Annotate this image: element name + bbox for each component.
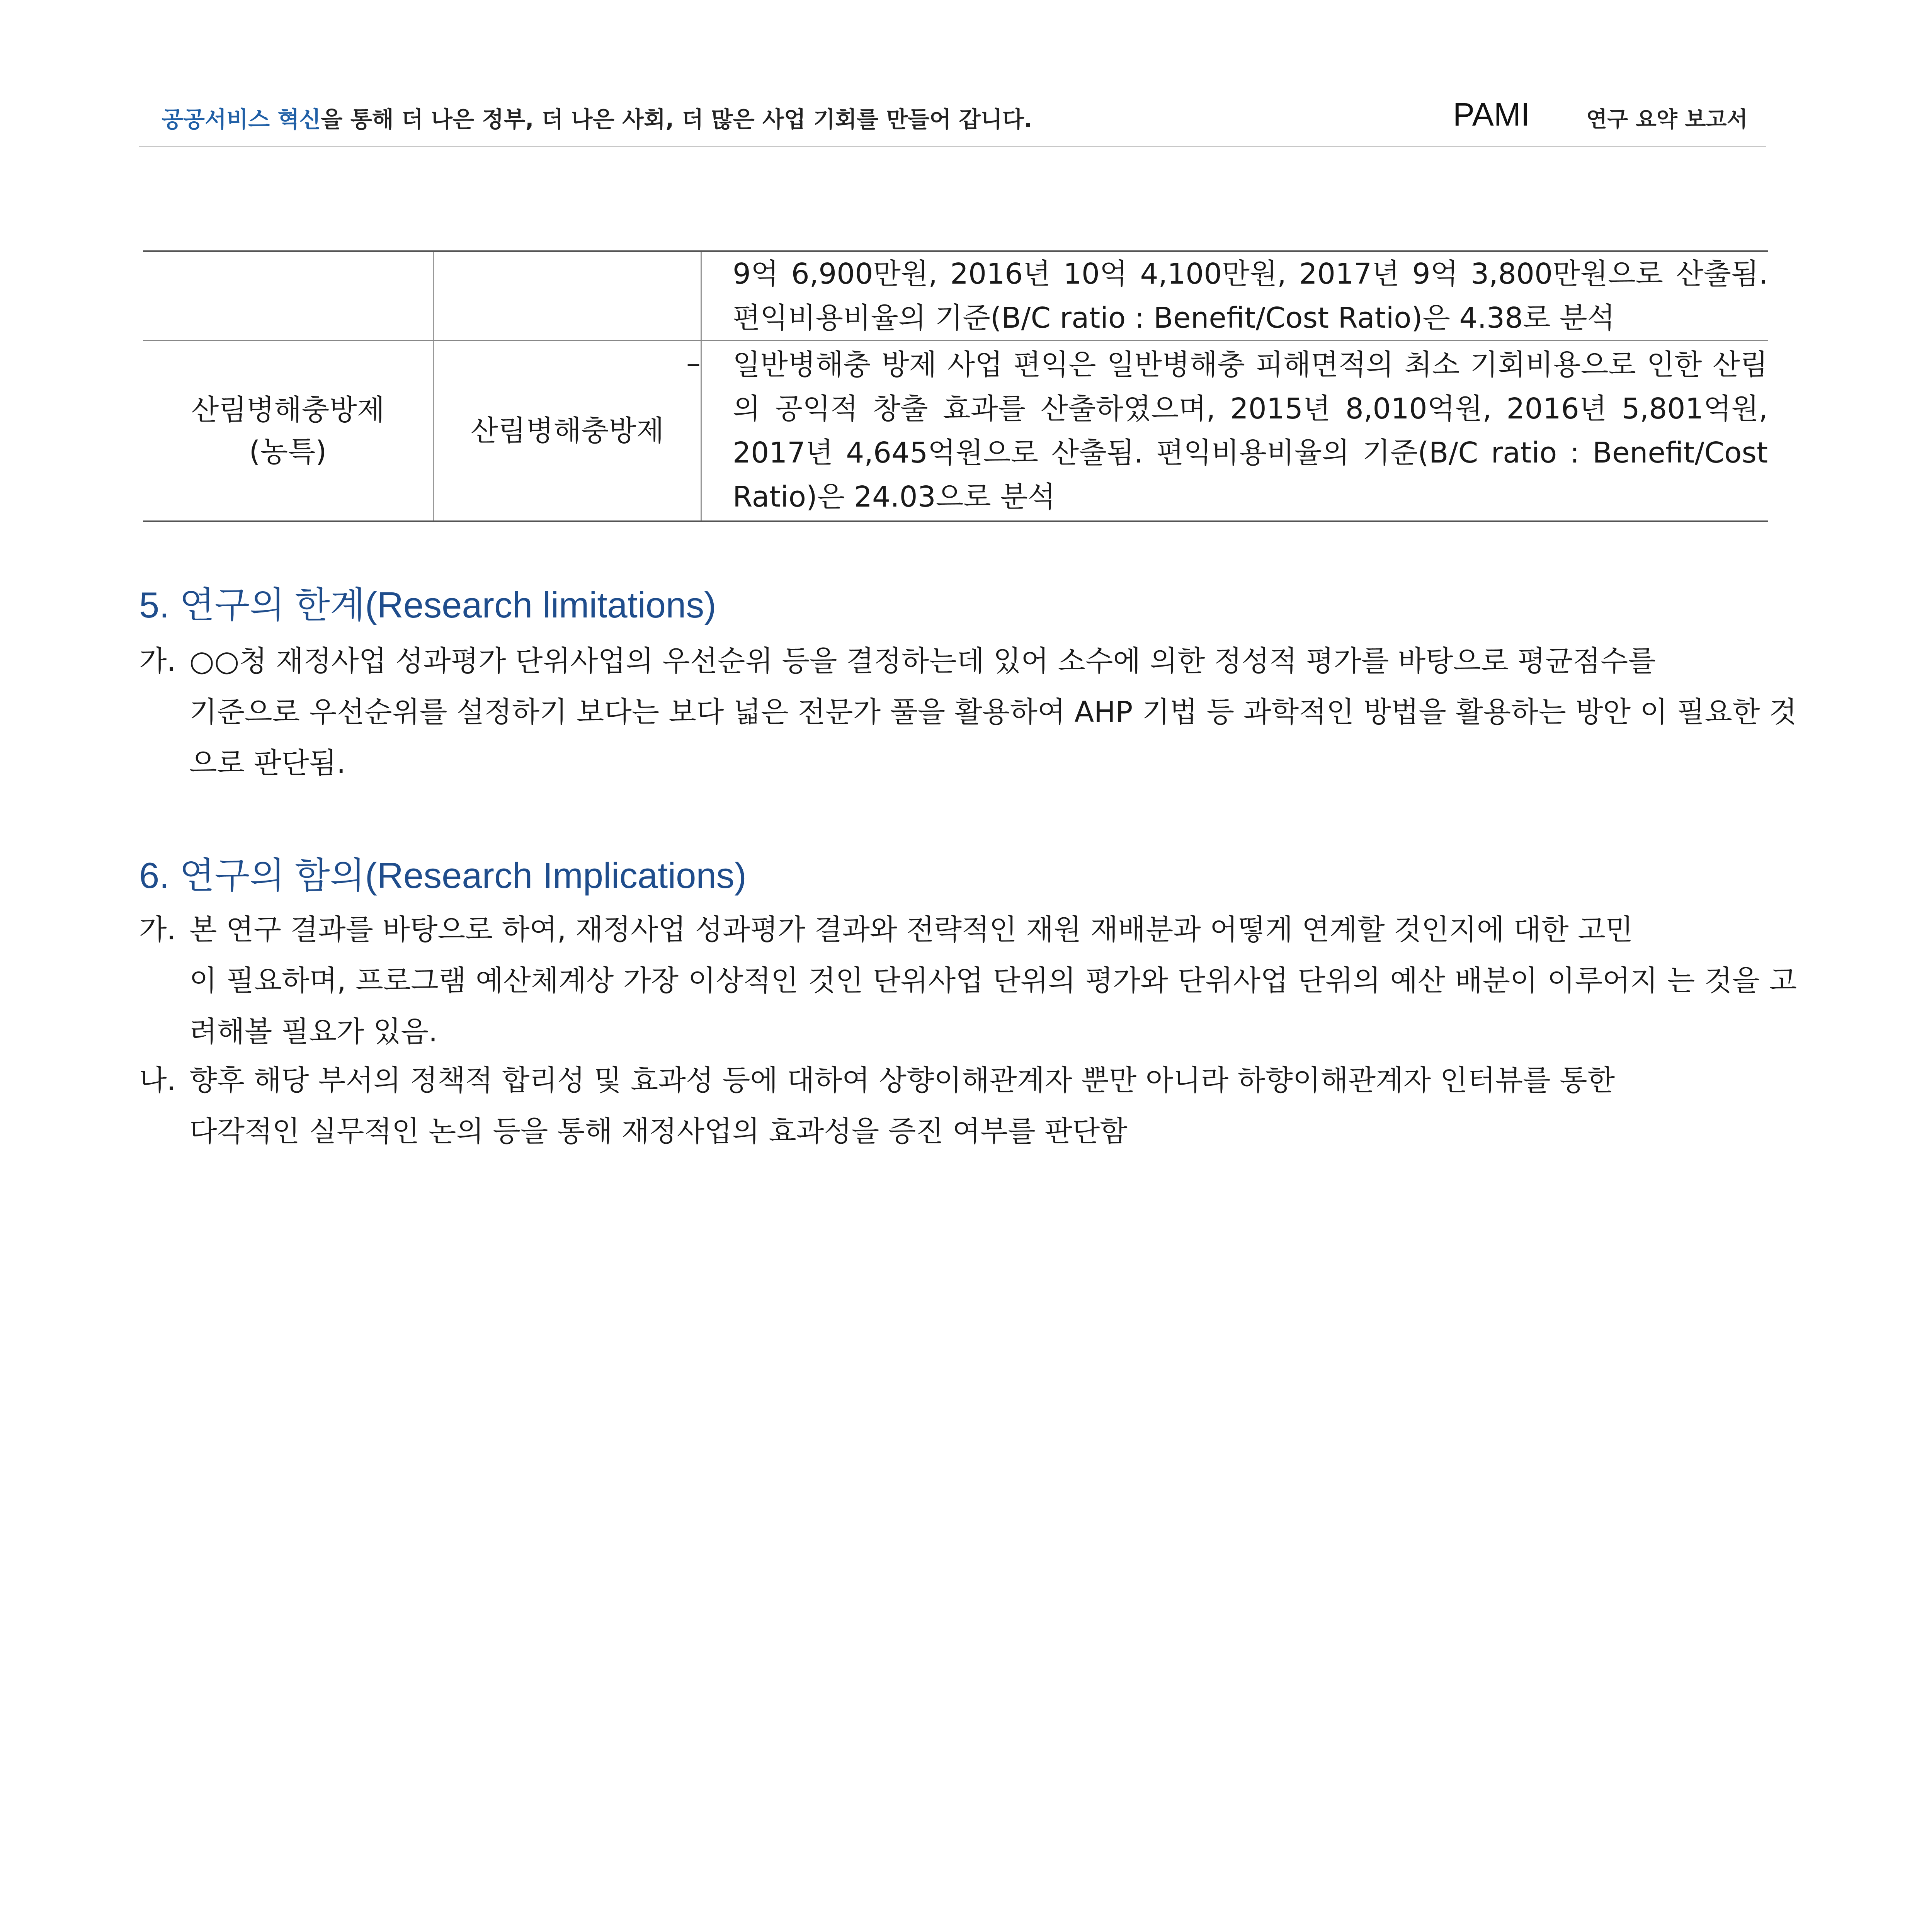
table-cell-program — [143, 251, 434, 341]
header-divider — [139, 146, 1766, 147]
item-text-first: 향후 해당 부서의 정책적 합리성 및 효과성 등에 대하여 상향이해관계자 뿐만 아니라 하향이해관계자 인터뷰를 통한 — [189, 1064, 1615, 1097]
section-6-title: 6. 연구의 함의(Research Implications) — [139, 855, 747, 896]
section-5-item — [139, 636, 1797, 789]
table-cell-unit — [434, 251, 701, 341]
table-row — [143, 341, 1768, 522]
table-cell-description — [686, 341, 1768, 522]
table-row — [143, 251, 1768, 341]
benefit-table — [143, 250, 1768, 522]
description-text: 9억 6,900만원, 2016년 10억 4,100만원, 2017년 9억 3,800만원으로 산출됨. 편익비용비율의 기준(B/C ratio : Benefit/Cost Ratio)은 4.38로 분석 — [733, 257, 1768, 335]
dash-bullet: – — [686, 347, 701, 380]
item-text-first: ○○청 재정사업 성과평가 단위사업의 우선순위 등을 결정하는데 있어 소수에 의한 정성적 평가를 바탕으로 평균점수를 — [189, 645, 1656, 678]
slogan-text: 을 통해 더 나은 정부, 더 나은 사회, 더 많은 사업 기회를 만들어 갑니다. — [321, 106, 1032, 133]
item-label: 나. — [139, 1064, 176, 1097]
item-text-rest: 이 필요하며, 프로그램 예산체계상 가장 이상적인 것인 단위사업 단위의 평가와 단위사업 단위의 예산 배분이 이루어지 는 것을 고려해볼 필요가 있음. — [189, 964, 1797, 1048]
item-label: 가. — [139, 913, 176, 946]
section-6-item — [139, 904, 1797, 1057]
header-slogan — [162, 101, 1032, 134]
item-label: 가. — [139, 645, 176, 678]
brand-logo-text: PAMI — [1453, 96, 1530, 133]
item-text-rest: 기준으로 우선순위를 설정하기 보다는 보다 넓은 전문가 풀을 활용하여 AHP 기법 등 과학적인 방법을 활용하는 방안 이 필요한 것으로 판단됨. — [189, 696, 1797, 780]
section-6-item — [139, 1055, 1797, 1157]
table-cell-unit: 산림병해충방제 — [434, 341, 701, 522]
slogan-highlight: 공공서비스 혁신 — [162, 106, 321, 133]
table-cell-program — [143, 341, 434, 522]
item-text-rest: 다각적인 실무적인 논의 등을 통해 재정사업의 효과성을 증진 여부를 판단함 — [189, 1115, 1128, 1148]
program-subname: (농특) — [249, 435, 327, 468]
table-cell-description — [701, 251, 1768, 341]
program-name: 산림병해충방제 — [191, 393, 385, 427]
item-text-first: 본 연구 결과를 바탕으로 하여, 재정사업 성과평가 결과와 전략적인 재원 재배분과 어떻게 연계할 것인지에 대한 고민 — [189, 913, 1633, 946]
section-5-title: 5. 연구의 한계(Research limitations) — [139, 585, 716, 625]
description-text: 일반병해충 방제 사업 편익은 일반병해충 피해면적의 최소 기회비용으로 인한 산림의 공익적 창출 효과를 산출하였으며, 2015년 8,010억원, 2016년 5,801억원, 2017년 4,645억원으로 산출됨. 편익비용비율의 기준(B/C ratio : Benefit/Cost Ratio)은 24.03으로 분석 — [733, 348, 1768, 514]
document-type: 연구 요약 보고서 — [1586, 107, 1748, 132]
